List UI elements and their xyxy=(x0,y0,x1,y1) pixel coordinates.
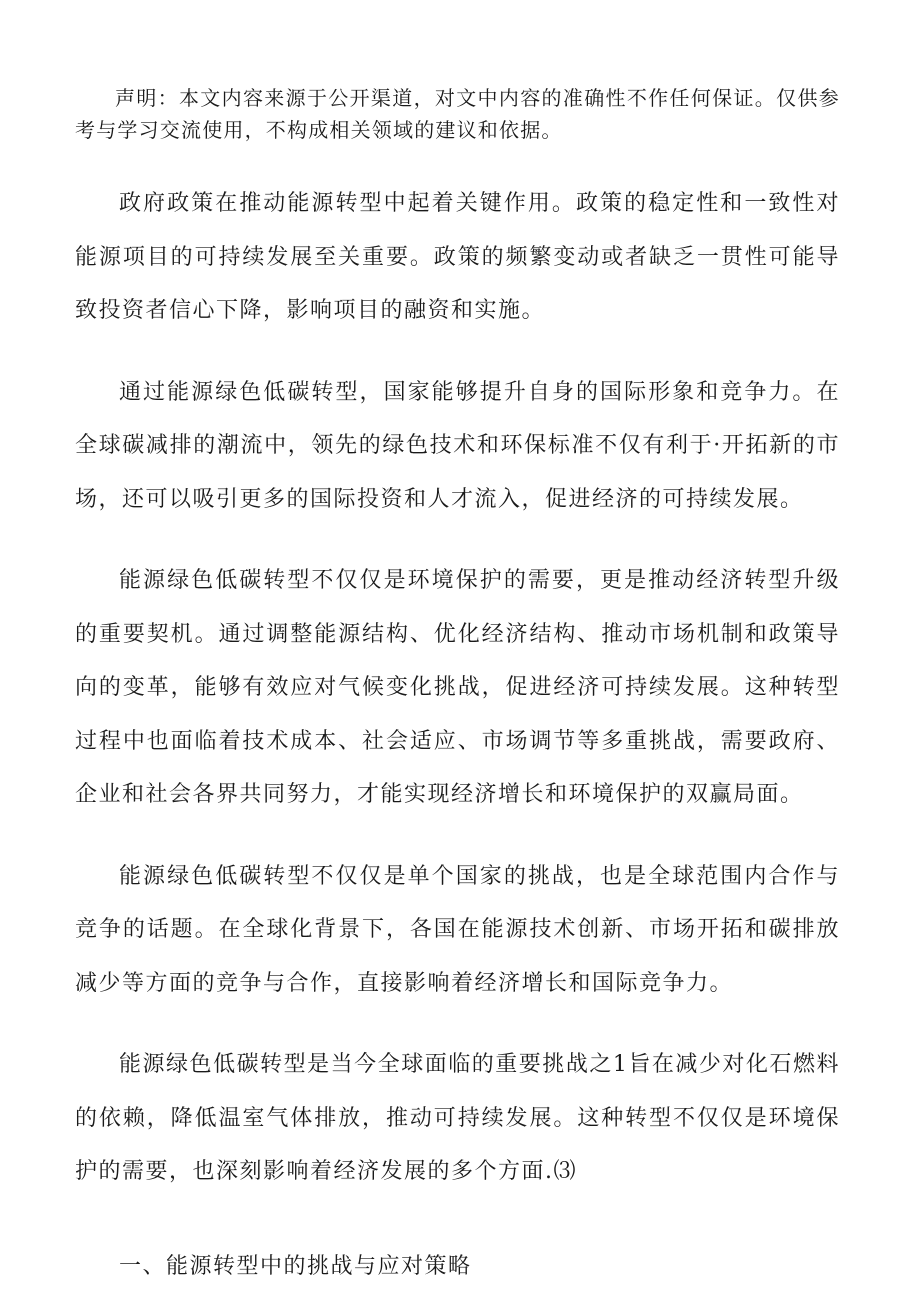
paragraph-policy: 政府政策在推动能源转型中起着关键作用。政策的稳定性和一致性对能源项目的可持续发展至关重要。政策的频繁变动或者缺乏一贯性可能导致投资者信心下降，影响项目的融资和实施。 xyxy=(75,191,840,323)
paragraph-international-image: 通过能源绿色低碳转型，国家能够提升自身的国际形象和竞争力。在全球碳减排的潮流中，领先的绿色技术和环保标准不仅有利于·开拓新的市场，还可以吸引更多的国际投资和人才流入，促进经济的可持续发展。 xyxy=(75,379,840,512)
document-page xyxy=(75,82,840,1287)
section-heading: 一、能源转型中的挑战与应对策略 xyxy=(119,1253,472,1279)
paragraph-global-challenge: 能源绿色低碳转型是当今全球面临的重要挑战之1旨在减少对化石燃料的依赖，降低温室气体排放，推动可持续发展。这种转型不仅仅是环境保护的需要，也深刻影响着经济发展的多个方面.⑶ xyxy=(75,1052,840,1184)
disclaimer-text: 声明：本文内容来源于公开渠道，对文中内容的准确性不作任何保证。仅供参考与学习交流使用，不构成相关领域的建议和依据。 xyxy=(75,86,840,142)
paragraph-economic-transformation: 能源绿色低碳转型不仅仅是环境保护的需要，更是推动经济转型升级的重要契机。通过调整能源结构、优化经济结构、推动市场机制和政策导向的变革，能够有效应对气候变化挑战，促进经济可持续发展。这种转型过程中也面临着技术成本、社会适应、市场调节等多重挑战，需要政府、企业和社会各界共同努力，才能实现经济增长和环境保护的双赢局面。 xyxy=(75,568,840,807)
paragraph-global-cooperation: 能源绿色低碳转型不仅仅是单个国家的挑战，也是全球范围内合作与竞争的话题。在全球化背景下，各国在能源技术创新、市场开拓和碳排放减少等方面的竞争与合作，直接影响着经济增长和国际竞争力。 xyxy=(75,863,840,996)
